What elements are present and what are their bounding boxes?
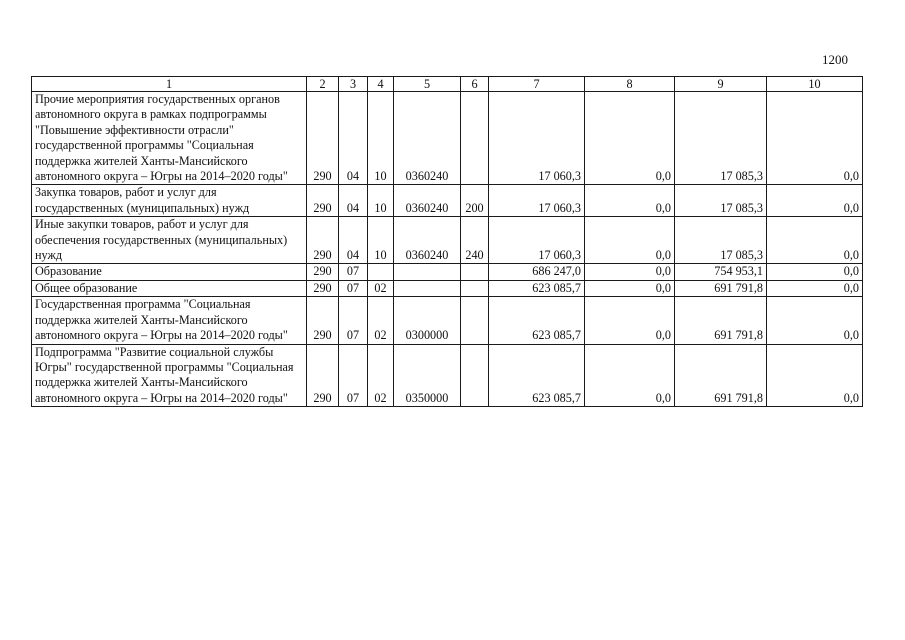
cell-col4: 10: [368, 185, 394, 217]
cell-col9: 17 085,3: [675, 217, 767, 264]
cell-col6: 240: [461, 217, 489, 264]
cell-col6: [461, 264, 489, 280]
table-row: [32, 280, 863, 296]
cell-col4: [368, 264, 394, 280]
cell-col2: 290: [307, 92, 339, 185]
cell-col8: 0,0: [585, 297, 675, 344]
cell-col5: 0360240: [394, 185, 461, 217]
row-name: Общее образование: [32, 280, 307, 296]
page-number: 1200: [822, 52, 848, 67]
row-name: Образование: [32, 264, 307, 280]
cell-col2: 290: [307, 344, 339, 407]
cell-col8: 0,0: [585, 217, 675, 264]
table-row: [32, 297, 863, 344]
header-cell-10: 10: [767, 77, 863, 92]
cell-col4: 02: [368, 344, 394, 407]
cell-col9: 17 085,3: [675, 92, 767, 185]
cell-col2: 290: [307, 217, 339, 264]
cell-col6: 200: [461, 185, 489, 217]
cell-col7: 623 085,7: [489, 297, 585, 344]
cell-col5: [394, 264, 461, 280]
cell-col3: 04: [339, 217, 368, 264]
table-row: [32, 344, 863, 407]
cell-col7: 623 085,7: [489, 344, 585, 407]
cell-col4: 02: [368, 297, 394, 344]
header-cell-7: 7: [489, 77, 585, 92]
cell-col8: 0,0: [585, 92, 675, 185]
cell-col6: [461, 297, 489, 344]
cell-col6: [461, 92, 489, 185]
cell-col6: [461, 344, 489, 407]
cell-col10: 0,0: [767, 92, 863, 185]
cell-col6: [461, 280, 489, 296]
header-row: [32, 77, 863, 92]
cell-col9: 754 953,1: [675, 264, 767, 280]
cell-col8: 0,0: [585, 264, 675, 280]
cell-col10: 0,0: [767, 264, 863, 280]
header-cell-9: 9: [675, 77, 767, 92]
row-name: Иные закупки товаров, работ и услуг для обеспечения государственных (муниципальных) нужд: [32, 217, 307, 264]
cell-col9: 17 085,3: [675, 185, 767, 217]
cell-col9: 691 791,8: [675, 344, 767, 407]
cell-col8: 0,0: [585, 280, 675, 296]
cell-col5: 0360240: [394, 92, 461, 185]
cell-col9: 691 791,8: [675, 297, 767, 344]
cell-col10: 0,0: [767, 217, 863, 264]
budget-table: [31, 76, 863, 407]
cell-col10: 0,0: [767, 344, 863, 407]
cell-col4: 02: [368, 280, 394, 296]
header-cell-6: 6: [461, 77, 489, 92]
header-cell-5: 5: [394, 77, 461, 92]
row-name: Подпрограмма "Развитие социальной службы Югры" государственной программы "Социальная поддержка жителей Ханты-Мансийского автономного округа – Югры на 2014–2020 годы": [32, 344, 307, 407]
cell-col7: 17 060,3: [489, 217, 585, 264]
table-row: [32, 264, 863, 280]
cell-col3: 07: [339, 264, 368, 280]
row-name: Государственная программа "Социальная поддержка жителей Ханты-Мансийского автономного округа – Югры на 2014–2020 годы": [32, 297, 307, 344]
header-cell-2: 2: [307, 77, 339, 92]
row-name: Закупка товаров, работ и услуг для государственных (муниципальных) нужд: [32, 185, 307, 217]
cell-col4: 10: [368, 217, 394, 264]
cell-col7: 686 247,0: [489, 264, 585, 280]
cell-col3: 07: [339, 344, 368, 407]
cell-col10: 0,0: [767, 185, 863, 217]
cell-col3: 07: [339, 280, 368, 296]
cell-col8: 0,0: [585, 185, 675, 217]
cell-col3: 04: [339, 185, 368, 217]
cell-col2: 290: [307, 297, 339, 344]
cell-col5: 0300000: [394, 297, 461, 344]
cell-col5: [394, 280, 461, 296]
row-name: Прочие мероприятия государственных органов автономного округа в рамках подпрограммы "Повышение эффективности отрасли" государственной программы "Социальная поддержка жителей Ханты-Мансийского автономного округа – Югры на 2014–2020 годы": [32, 92, 307, 185]
header-cell-8: 8: [585, 77, 675, 92]
cell-col5: 0350000: [394, 344, 461, 407]
header-cell-1: 1: [32, 77, 307, 92]
table-row: [32, 185, 863, 217]
cell-col7: 17 060,3: [489, 92, 585, 185]
cell-col10: 0,0: [767, 297, 863, 344]
header-cell-4: 4: [368, 77, 394, 92]
cell-col10: 0,0: [767, 280, 863, 296]
table-row: [32, 217, 863, 264]
cell-col2: 290: [307, 185, 339, 217]
cell-col9: 691 791,8: [675, 280, 767, 296]
cell-col3: 04: [339, 92, 368, 185]
header-cell-3: 3: [339, 77, 368, 92]
table-row: [32, 92, 863, 185]
cell-col4: 10: [368, 92, 394, 185]
cell-col2: 290: [307, 264, 339, 280]
cell-col2: 290: [307, 280, 339, 296]
cell-col3: 07: [339, 297, 368, 344]
cell-col7: 17 060,3: [489, 185, 585, 217]
cell-col7: 623 085,7: [489, 280, 585, 296]
cell-col5: 0360240: [394, 217, 461, 264]
cell-col8: 0,0: [585, 344, 675, 407]
